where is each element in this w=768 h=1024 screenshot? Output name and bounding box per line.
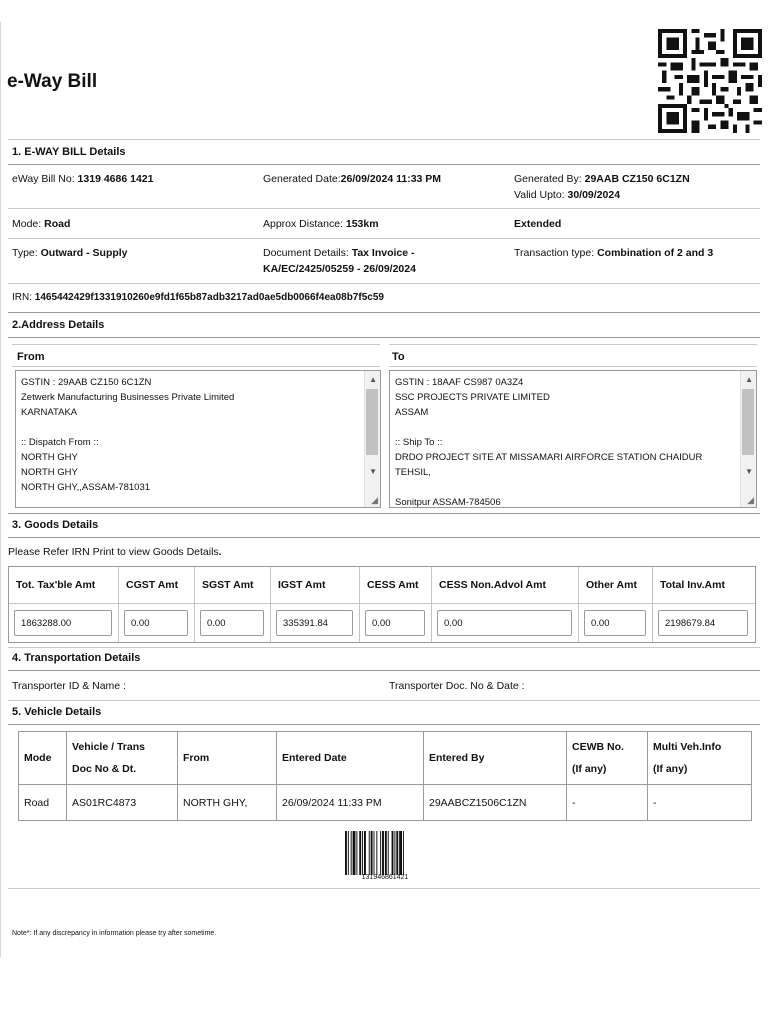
divider [8,164,760,165]
table-row [19,785,752,821]
goods-column-header: Other Amt [586,579,637,591]
address-line [395,480,738,495]
resize-grip-icon[interactable]: ◢ [371,495,378,505]
goods-column [9,567,119,642]
page-left-border [0,22,1,957]
qr-code-icon [658,28,762,134]
divider [12,366,380,367]
header-entered-by: Entered By [424,732,567,785]
address-line: KARNATAKA [21,407,78,418]
goods-column-header: Tot. Tax'ble Amt [16,579,96,591]
header-entered-date: Entered Date [277,732,424,785]
generated-by: Generated By: 29AAB CZ150 6C1ZN Valid Upto: 30/09/2024 [514,173,690,201]
cell-multi-veh: - [648,785,752,821]
section-heading-vehicle: 5. Vehicle Details [12,706,102,718]
goods-note: Please Refer IRN Print to view Goods Details. [8,546,222,558]
cell-entered-by: 29AABCZ1506C1ZN [424,785,567,821]
irn: IRN: 1465442429f1331910260e9fd1f65b87adb3217ad0ae5db0066f4ea08b7f5c59 [12,292,384,303]
address-line: NORTH GHY,,ASSAM-781031 [21,482,151,493]
goods-column [579,567,653,642]
header-cewb: CEWB No. (If any) [567,732,648,785]
address-line [395,420,738,435]
goods-amount-field[interactable]: 0.00 [584,610,646,636]
address-line: GSTIN : 29AAB CZ150 6C1ZN [21,377,152,388]
goods-amount-field[interactable]: 335391.84 [276,610,353,636]
goods-column [271,567,360,642]
goods-column [360,567,432,642]
divider [8,513,760,514]
section-heading-transportation: 4. Transportation Details [12,652,141,664]
extended-status: Extended [514,218,562,230]
address-line: ASSAM [395,407,429,418]
header-vehicle: Vehicle / Trans Doc No & Dt. [67,732,178,785]
document-details: Document Details: Tax Invoice - KA/EC/2425/05259 - 26/09/2024 [263,247,416,275]
scrollbar-thumb[interactable] [742,389,754,455]
goods-column-header: CESS Amt [367,579,419,591]
goods-summary-table [8,566,756,643]
goods-column [195,567,271,642]
from-address-textarea[interactable] [15,370,381,508]
supply-type: Type: Outward - Supply [12,247,128,259]
address-line: :: Dispatch From :: [21,437,99,448]
scroll-down-icon[interactable]: ▼ [745,467,753,476]
cell-from: NORTH GHY, [178,785,277,821]
goods-column-header: CGST Amt [126,579,179,591]
goods-amount-field[interactable]: 0.00 [365,610,425,636]
barcode-number: 131946861421 [361,874,409,881]
scroll-down-icon[interactable]: ▼ [369,467,377,476]
divider [8,312,760,313]
address-line: TEHSIL, [395,467,431,478]
page-title: e-Way Bill [7,71,98,92]
generated-date: Generated Date:26/09/2024 11:33 PM [263,173,442,185]
scroll-up-icon[interactable]: ▲ [369,375,377,384]
goods-column [119,567,195,642]
divider [8,647,760,648]
address-line: Zetwerk Manufacturing Businesses Private Limited [21,392,235,403]
cell-entered-date: 26/09/2024 11:33 PM [277,785,424,821]
to-address-text [395,375,738,508]
divider [8,337,760,338]
scrollbar-thumb[interactable] [366,389,378,455]
goods-column [432,567,579,642]
address-line [21,420,362,435]
mode: Mode: Road [12,218,71,230]
section-heading-goods: 3. Goods Details [12,519,99,531]
goods-amount-field[interactable]: 0.00 [200,610,264,636]
goods-column-header: SGST Amt [202,579,254,591]
divider [8,139,760,140]
goods-amount-field[interactable]: 2198679.84 [658,610,748,636]
to-address-textarea[interactable] [389,370,757,508]
address-line: SSC PROJECTS PRIVATE LIMITED [395,392,550,403]
header-mode: Mode [19,732,67,785]
header-multi-veh: Multi Veh.Info (If any) [648,732,752,785]
divider [12,344,380,345]
scroll-up-icon[interactable]: ▲ [745,375,753,384]
goods-column [653,567,755,642]
cell-cewb: - [567,785,648,821]
address-line: GSTIN : 18AAF CS987 0A3Z4 [395,377,524,388]
divider [9,603,755,604]
cell-vehicle: AS01RC4873 [67,785,178,821]
divider [8,888,760,889]
from-label: From [17,351,45,363]
from-address-text [21,375,362,495]
divider [8,724,760,725]
address-line: DRDO PROJECT SITE AT MISSAMARI AIRFORCE STATION CHAIDUR [395,452,703,463]
goods-amount-field[interactable]: 0.00 [437,610,572,636]
table-header-row [19,732,752,785]
address-line: NORTH GHY [21,452,78,463]
resize-grip-icon[interactable]: ◢ [747,495,754,505]
section-heading-eway-details: 1. E-WAY BILL Details [12,146,126,158]
transporter-id-label: Transporter ID & Name : [12,680,126,692]
goods-column-header: Total Inv.Amt [660,579,725,591]
goods-amount-field[interactable]: 1863288.00 [14,610,112,636]
address-line: NORTH GHY [21,467,78,478]
cell-mode: Road [19,785,67,821]
divider [8,670,760,671]
divider [8,283,760,284]
vehicle-details-table [18,731,752,821]
header-from: From [178,732,277,785]
approx-distance: Approx Distance: 153km [263,218,379,230]
to-label: To [392,351,405,363]
divider [8,238,760,239]
transporter-doc-label: Transporter Doc. No & Date : [389,680,525,692]
goods-column-header: IGST Amt [278,579,326,591]
divider [389,366,757,367]
goods-column-header: CESS Non.Advol Amt [439,579,546,591]
barcode-icon [345,831,425,875]
divider [389,344,757,345]
divider [8,208,760,209]
footer-note: Note*: If any discrepancy in information please try after sometime. [12,930,217,937]
divider [8,700,760,701]
divider [8,537,760,538]
address-line: :: Ship To :: [395,437,443,448]
eway-bill-number: eWay Bill No: 1319 4686 1421 [12,173,154,185]
goods-amount-field[interactable]: 0.00 [124,610,188,636]
address-line: Sonitpur ASSAM-784506 [395,497,501,508]
transaction-type: Transaction type: Combination of 2 and 3 [514,247,714,259]
section-heading-address: 2.Address Details [12,319,105,331]
